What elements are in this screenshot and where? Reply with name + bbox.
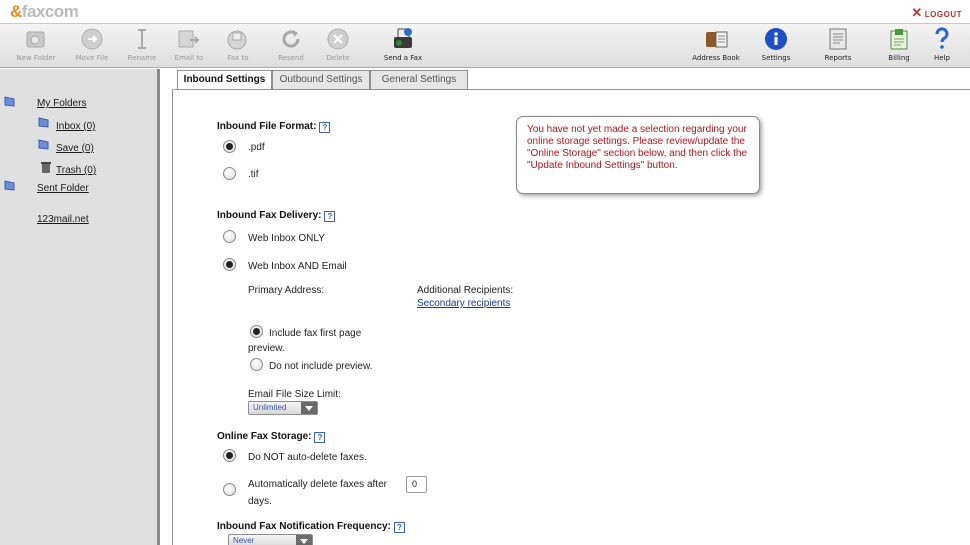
notification-frequency-title: Inbound Fax Notification Frequency: [217,521,391,532]
address-book-label: Address Book [692,54,740,62]
auto-delete-radio[interactable] [223,483,236,496]
online-fax-storage-title: Online Fax Storage: [217,431,312,442]
new-folder-button[interactable] [10,26,62,62]
sent-folder-icon [4,180,15,191]
fax-to-button[interactable] [212,26,264,62]
content-border [172,89,173,545]
storage-selection-alert [516,116,760,194]
send-a-fax-label: Send a Fax [383,54,423,62]
delivery-web-inbox-only-radio[interactable] [223,230,236,243]
sidebar-item-save[interactable]: Save (0) [56,143,94,154]
send-a-fax-button[interactable] [377,26,429,62]
secondary-recipients-link[interactable]: Secondary recipients [417,298,511,309]
format-tif-label: .tif [248,169,259,180]
faxcom-logo[interactable] [10,2,78,22]
include-preview-radio[interactable] [250,325,263,338]
new-folder-label: New Folder [16,54,56,62]
delete-button[interactable] [312,26,364,62]
reports-label: Reports [824,54,852,62]
format-pdf-label: .pdf [248,142,265,153]
folder-icon [4,96,15,107]
email-to-label: Email to [174,54,204,62]
new-folder-icon [23,26,49,52]
notification-frequency-select[interactable] [228,534,313,545]
rename-label: Rename [127,54,157,62]
email-size-limit-label: Email File Size Limit: [248,389,341,400]
app-header [0,0,970,24]
rename-icon [129,26,155,52]
no-auto-delete-radio[interactable] [223,449,236,462]
delivery-web-inbox-only-label: Web Inbox ONLY [248,233,325,244]
fax-to-label: Fax to [227,54,249,62]
reports-button[interactable] [812,26,864,62]
notification-frequency-heading [217,521,405,533]
sidebar-item-my-folders[interactable]: My Folders [37,98,87,109]
address-book-icon [703,26,729,52]
sidebar-item-trash[interactable]: Trash (0) [56,165,97,176]
sidebar-link-123mail[interactable]: 123mail.net [37,214,89,225]
help-button[interactable] [916,26,968,62]
sidebar-item-inbox[interactable]: Inbox (0) [56,121,96,132]
online-fax-storage-heading [217,431,325,443]
logout-button[interactable] [911,5,962,21]
resend-icon [278,26,304,52]
email-to-icon [176,26,202,52]
primary-address-label: Primary Address: [248,285,325,296]
format-tif-radio[interactable] [223,167,236,180]
logo-mark-icon: & [10,2,22,21]
chevron-down-icon [301,402,317,414]
notification-frequency-value: Never [233,536,255,545]
rename-button[interactable] [116,26,168,62]
inbound-fax-delivery-title: Inbound Fax Delivery: [217,210,322,221]
resend-label: Resend [278,54,304,62]
address-book-button[interactable] [690,26,742,62]
chevron-down-icon [296,535,312,545]
logout-x-icon: ✕ [911,5,923,20]
delivery-web-inbox-and-email-radio[interactable] [223,258,236,271]
delete-icon [325,26,351,52]
tab-general-settings[interactable]: General Settings [370,70,468,89]
move-file-icon [79,26,105,52]
logout-label: LOGOUT [924,10,962,19]
save-folder-icon [38,139,49,150]
storage-help-icon[interactable]: ? [314,432,325,443]
reports-icon [825,26,851,52]
no-preview-label: Do not include preview. [269,361,373,372]
format-pdf-radio[interactable] [223,140,236,153]
notification-help-icon[interactable]: ? [394,522,405,533]
resend-button[interactable] [265,26,317,62]
tab-divider [174,89,970,90]
tab-outbound-settings[interactable]: Outbound Settings [272,70,370,89]
move-file-label: Move File [75,54,109,62]
inbound-fax-delivery-heading [217,210,335,222]
no-auto-delete-label: Do NOT auto-delete faxes. [248,452,367,463]
delivery-web-inbox-and-email-label: Web Inbox AND Email [248,261,347,272]
auto-delete-days-label: days. [248,496,272,507]
logo-text: faxcom [21,2,79,21]
delete-label: Delete [326,54,350,62]
send-fax-icon [390,26,416,52]
fax-delivery-help-icon[interactable]: ? [324,211,335,222]
billing-icon [886,26,912,52]
help-label: Help [934,54,950,62]
inbox-folder-icon [38,117,49,128]
file-format-help-icon[interactable]: ? [319,122,330,133]
settings-label: Settings [761,54,791,62]
inbound-file-format-heading [217,121,330,133]
additional-recipients-label: Additional Recipients: [417,285,514,296]
toolbar [0,24,970,68]
help-question-icon [929,26,955,52]
include-preview-label: Include fax first page [269,328,362,339]
settings-info-icon [763,26,789,52]
email-size-limit-select[interactable] [248,401,318,415]
trash-icon [42,162,50,173]
include-preview-label-2: preview. [248,343,285,354]
fax-to-icon [225,26,251,52]
auto-delete-label: Automatically delete faxes after [248,479,387,490]
auto-delete-days-input[interactable]: 0 [406,476,427,493]
billing-label: Billing [888,54,910,62]
folder-sidebar [0,69,160,545]
move-file-button[interactable] [66,26,118,62]
alert-message: You have not yet made a selection regarding your online storage settings. Please review/update the "Online Storage" section below, and then click the "Update Inbound Settings" button. [527,124,748,171]
settings-button[interactable] [750,26,802,62]
email-size-limit-value: Unlimited [253,403,287,412]
email-to-button[interactable] [163,26,215,62]
no-preview-radio[interactable] [250,358,263,371]
inbound-file-format-title: Inbound File Format: [217,121,317,132]
tab-inbound-settings[interactable]: Inbound Settings [177,70,272,90]
sidebar-item-sent-folder[interactable]: Sent Folder [37,183,89,194]
